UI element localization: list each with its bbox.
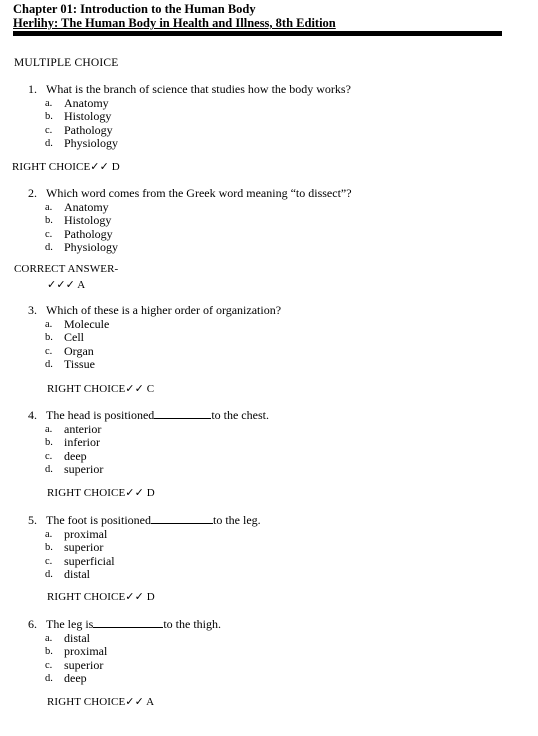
option-c: c. Pathology (45, 226, 113, 241)
option-b: b. superior (45, 540, 104, 555)
option-a: a. distal (45, 630, 90, 645)
question-stem: 5. The foot is positioned to the leg. (28, 513, 261, 527)
option-list (28, 632, 221, 686)
option-d: d. Tissue (45, 357, 95, 372)
answer-blank (93, 617, 163, 628)
option-d: d. distal (45, 567, 90, 582)
option-a: a. Anatomy (45, 199, 109, 214)
option-list (28, 318, 281, 372)
option-b: b. Histology (45, 109, 112, 124)
question-stem: 1. What is the branch of science that studies how the body works? (28, 82, 351, 96)
option-list (28, 97, 351, 151)
question-6 (28, 617, 221, 686)
option-d: d. deep (45, 671, 87, 686)
question-3 (28, 304, 281, 372)
book-title: Herlihy: The Human Body in Health and Illness, 8th Edition (13, 16, 336, 30)
question-stem: 4. The head is positioned to the chest. (28, 408, 269, 422)
question-stem: 2. Which word comes from the Greek word meaning “to dissect”? (28, 186, 352, 200)
option-b: b. inferior (45, 435, 100, 450)
option-c: c. superficial (45, 553, 115, 568)
question-1 (28, 83, 351, 151)
option-list (28, 423, 269, 477)
answer-3: RIGHT CHOICE✓✓ C (47, 383, 155, 395)
answer-5: RIGHT CHOICE✓✓ D (47, 591, 155, 603)
option-a: a. Anatomy (45, 95, 109, 110)
option-d: d. superior (45, 462, 104, 477)
question-stem: 6. The leg is to the thigh. (28, 617, 221, 631)
document-header (13, 2, 501, 30)
option-c: c. Pathology (45, 122, 113, 137)
question-4 (28, 408, 269, 477)
question-5 (28, 513, 261, 582)
question-2 (28, 187, 352, 255)
section-title: MULTIPLE CHOICE (14, 57, 119, 69)
option-c: c. superior (45, 657, 104, 672)
option-a: a. proximal (45, 526, 108, 541)
option-a: a. anterior (45, 421, 102, 436)
option-b: b. Histology (45, 213, 112, 228)
chapter-title: Chapter 01: Introduction to the Human Body (13, 2, 256, 16)
option-list (28, 528, 261, 582)
answer-blank (151, 513, 213, 524)
answer-2-label: CORRECT ANSWER- (14, 263, 119, 275)
option-d: d. Physiology (45, 136, 119, 151)
option-d: d. Physiology (45, 240, 119, 255)
option-b: b. proximal (45, 644, 108, 659)
answer-blank (154, 408, 211, 419)
answer-2-value: ✓✓✓ A (47, 279, 86, 291)
option-list (28, 201, 352, 255)
answer-1: RIGHT CHOICE✓✓ D (12, 161, 120, 173)
answer-4: RIGHT CHOICE✓✓ D (47, 487, 155, 499)
answer-6: RIGHT CHOICE✓✓ A (47, 696, 155, 708)
option-c: c. deep (45, 448, 87, 463)
option-a: a. Molecule (45, 316, 110, 331)
question-stem: 3. Which of these is a higher order of organization? (28, 303, 282, 317)
header-rule (13, 31, 502, 36)
option-b: b. Cell (45, 330, 84, 345)
option-c: c. Organ (45, 343, 94, 358)
